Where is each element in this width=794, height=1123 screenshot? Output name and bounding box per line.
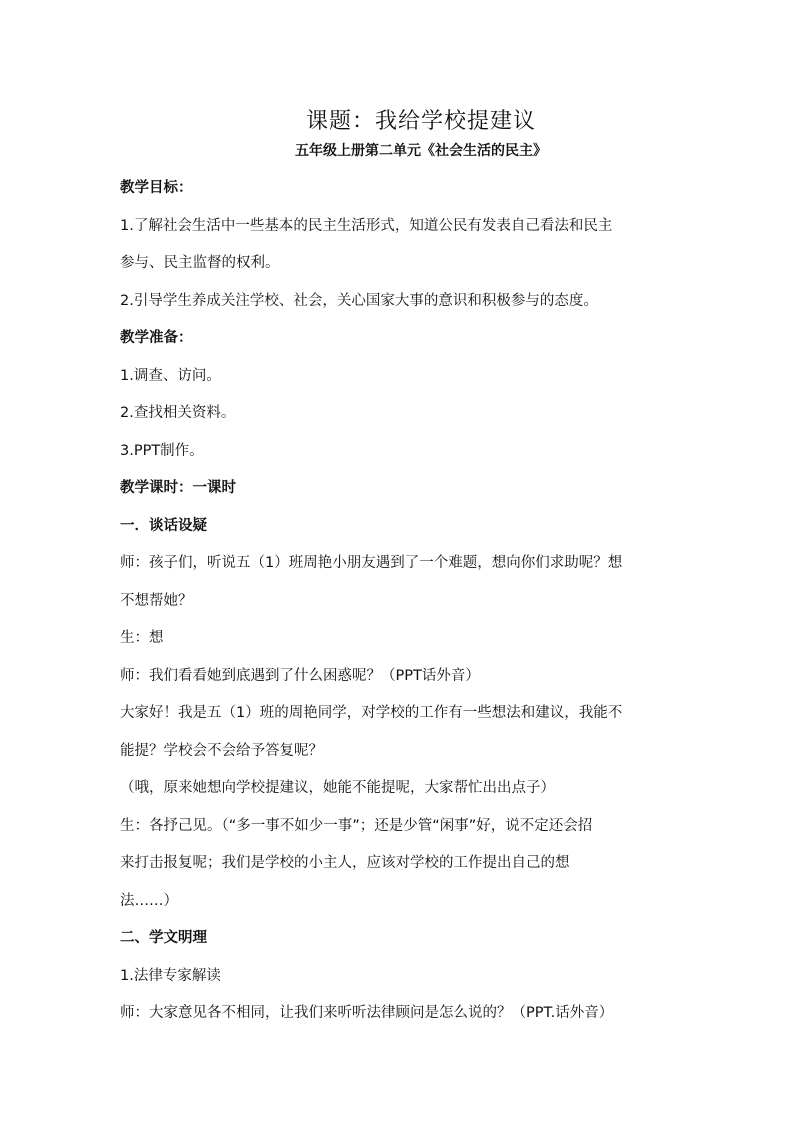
lesson-body <box>120 170 680 1033</box>
paragraph-line: 能提？学校会不会给予答复呢？ <box>120 742 323 759</box>
paragraph-line: 1.调查、访问。 <box>120 367 221 384</box>
paragraph-line: 生：各抒己见。（“多一事不如少一事”；还是少管“闲事”好，说不定还会招 <box>120 817 593 834</box>
lesson-subtitle: 五年级上册第二单元《社会生活的民主》 <box>295 143 547 159</box>
section-heading: 一．谈话设疑 <box>120 517 207 534</box>
paragraph-line: 生：想 <box>120 630 164 646</box>
paragraph-line: 参与、民主监督的权利。 <box>120 255 280 271</box>
paragraph-line: （哦，原来她想向学校提建议，她能不能提呢，大家帮忙出出点子） <box>120 780 555 796</box>
paragraph-line: 师：大家意见各不相同，让我们来听听法律顾问是怎么说的？（PPT.话外音） <box>120 1005 614 1021</box>
paragraph-line: 3.PPT制作。 <box>120 442 204 459</box>
section-heading: 二、学文明理 <box>120 930 207 946</box>
lesson-title: 课题：我给学校提建议 <box>305 109 536 134</box>
section-heading: 教学课时：一课时 <box>120 480 236 496</box>
paragraph-line: 师：我们看看她到底遇到了什么困惑呢？（PPT话外音） <box>120 667 480 684</box>
paragraph-line: 1.了解社会生活中一些基本的民主生活形式，知道公民有发表自己看法和民主 <box>120 217 613 234</box>
section-heading: 教学准备： <box>120 330 193 346</box>
paragraph-line: 1.法律专家解读 <box>120 967 221 984</box>
paragraph-line: 师：孩子们，听说五（1）班周艳小朋友遇到了一个难题，想向你们求助呢？想 <box>120 555 623 571</box>
section-heading: 教学目标： <box>120 180 193 196</box>
paragraph-line: 不想帮她？ <box>120 592 193 609</box>
paragraph-line: 2.查找相关资料。 <box>120 405 236 421</box>
paragraph-line: 法……） <box>120 892 178 909</box>
paragraph-line: 2.引导学生养成关注学校、社会，关心国家大事的意识和积极参与的态度。 <box>120 292 598 309</box>
paragraph-line: 大家好！我是五（1）班的周艳同学，对学校的工作有一些想法和建议，我能不 <box>120 705 623 721</box>
paragraph-line: 来打击报复呢；我们是学校的小主人，应该对学校的工作提出自己的想 <box>120 855 570 871</box>
